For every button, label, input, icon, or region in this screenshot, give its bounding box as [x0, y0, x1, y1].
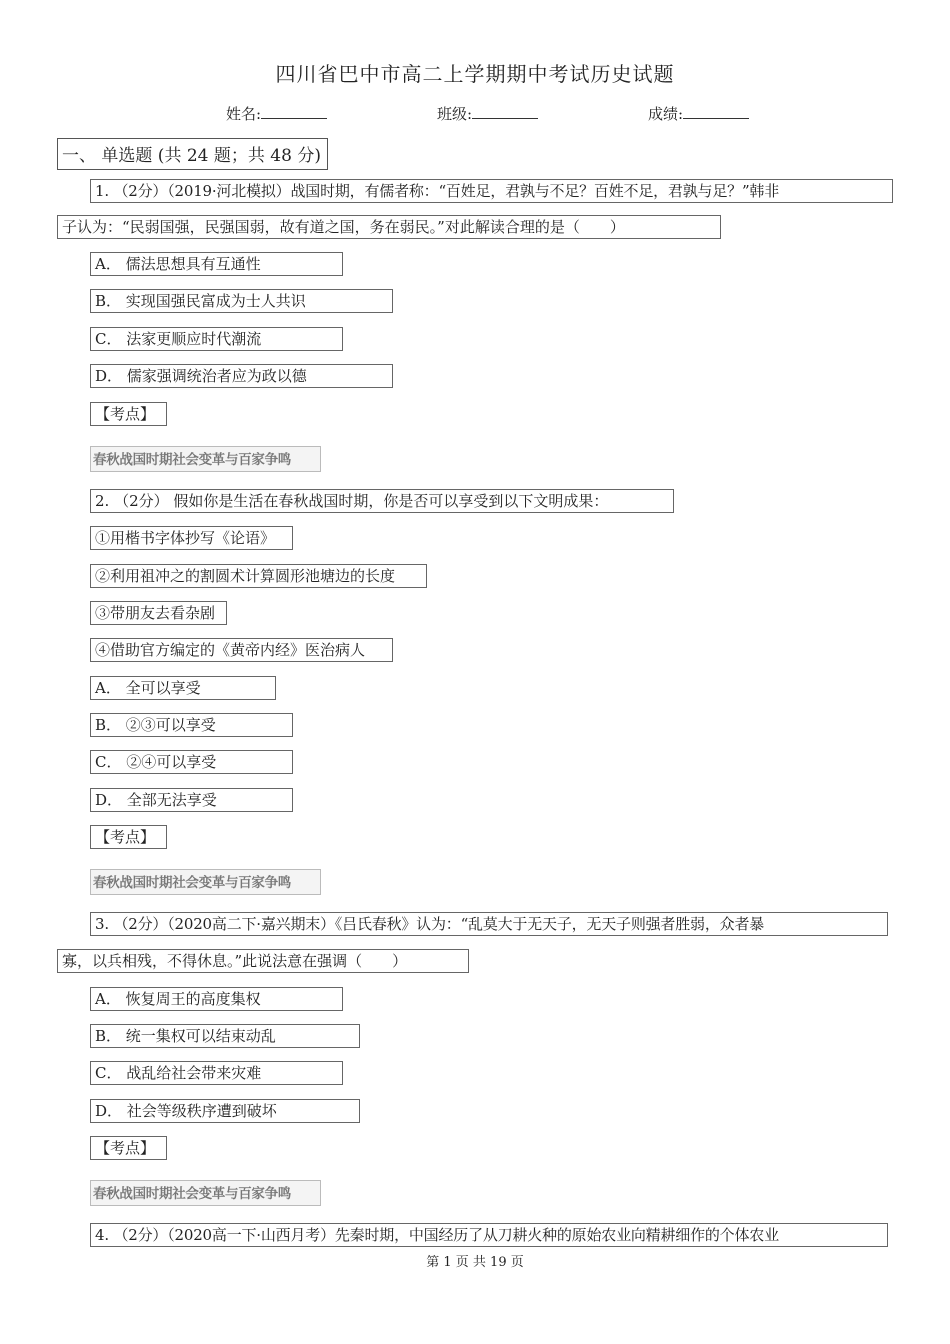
name-field[interactable] — [226, 103, 327, 124]
question-2-option-c[interactable]: C． ②④可以享受 — [90, 750, 293, 774]
question-1-option-a[interactable]: A． 儒法思想具有互通性 — [90, 252, 343, 276]
question-3-topic-tag: 春秋战国时期社会变革与百家争鸣 — [90, 1180, 321, 1206]
question-1-option-d[interactable]: D． 儒家强调统治者应为政以德 — [90, 364, 393, 388]
question-2-item-4: ④借助官方编定的《黄帝内经》医治病人 — [90, 638, 393, 662]
question-3-option-a[interactable]: A． 恢复周王的高度集权 — [90, 987, 343, 1011]
question-2-item-1: ①用楷书字体抄写《论语》 — [90, 526, 293, 550]
question-1-line-2: 子认为：“民弱国强，民强国弱，故有道之国，务在弱民。”对此解读合理的是（ ） — [57, 215, 721, 239]
score-field[interactable] — [648, 103, 749, 124]
score-blank[interactable] — [683, 104, 749, 119]
question-1-option-b[interactable]: B． 实现国强民富成为士人共识 — [90, 289, 393, 313]
question-1-option-c[interactable]: C． 法家更顺应时代潮流 — [90, 327, 343, 351]
page-footer: 第 1 页 共 19 页 — [426, 1255, 524, 1270]
question-2-item-3: ③带朋友去看杂剧 — [90, 601, 227, 625]
question-3-option-b[interactable]: B． 统一集权可以结束动乱 — [90, 1024, 360, 1048]
score-label: 成绩: — [648, 105, 684, 123]
name-label: 姓名: — [226, 105, 262, 123]
question-2-option-a[interactable]: A． 全可以享受 — [90, 676, 276, 700]
question-1-line-1: 1. （2分）（2019·河北模拟）战国时期，有儒者称：“百姓足，君孰与不足？百姓不足，君孰与足？”韩非 — [90, 179, 893, 203]
question-3-line-2: 寡，以兵相残，不得休息。”此说法意在强调（ ） — [57, 949, 469, 973]
question-1-topic-tag: 春秋战国时期社会变革与百家争鸣 — [90, 446, 321, 472]
question-2-topic-tag: 春秋战国时期社会变革与百家争鸣 — [90, 869, 321, 895]
page-title: 四川省巴中市高二上学期期中考试历史试题 — [275, 62, 675, 86]
question-3-option-d[interactable]: D． 社会等级秩序遭到破坏 — [90, 1099, 360, 1123]
question-2-line-1: 2. （2分） 假如你是生活在春秋战国时期，你是否可以享受到以下文明成果： — [90, 489, 674, 513]
name-blank[interactable] — [261, 104, 327, 119]
question-3-kaodian-label: 【考点】 — [90, 1136, 167, 1160]
question-2-option-d[interactable]: D． 全部无法享受 — [90, 788, 293, 812]
question-1-kaodian-label: 【考点】 — [90, 402, 167, 426]
question-2-option-b[interactable]: B． ②③可以享受 — [90, 713, 293, 737]
question-3-line-1: 3. （2分）（2020高二下·嘉兴期末）《吕氏春秋》认为：“乱莫大于无天子，无天子则强者胜弱，众者暴 — [90, 912, 888, 936]
class-blank[interactable] — [472, 104, 538, 119]
question-2-kaodian-label: 【考点】 — [90, 825, 167, 849]
question-2-item-2: ②利用祖冲之的割圆术计算圆形池塘边的长度 — [90, 564, 427, 588]
question-3-option-c[interactable]: C． 战乱给社会带来灾难 — [90, 1061, 343, 1085]
class-field[interactable] — [437, 103, 538, 124]
class-label: 班级: — [437, 105, 473, 123]
question-4-line-1: 4. （2分）（2020高一下·山西月考）先秦时期，中国经历了从刀耕火种的原始农业向精耕细作的个体农业 — [90, 1223, 888, 1247]
section-heading: 一、 单选题 (共 24 题；共 48 分) — [57, 138, 328, 170]
